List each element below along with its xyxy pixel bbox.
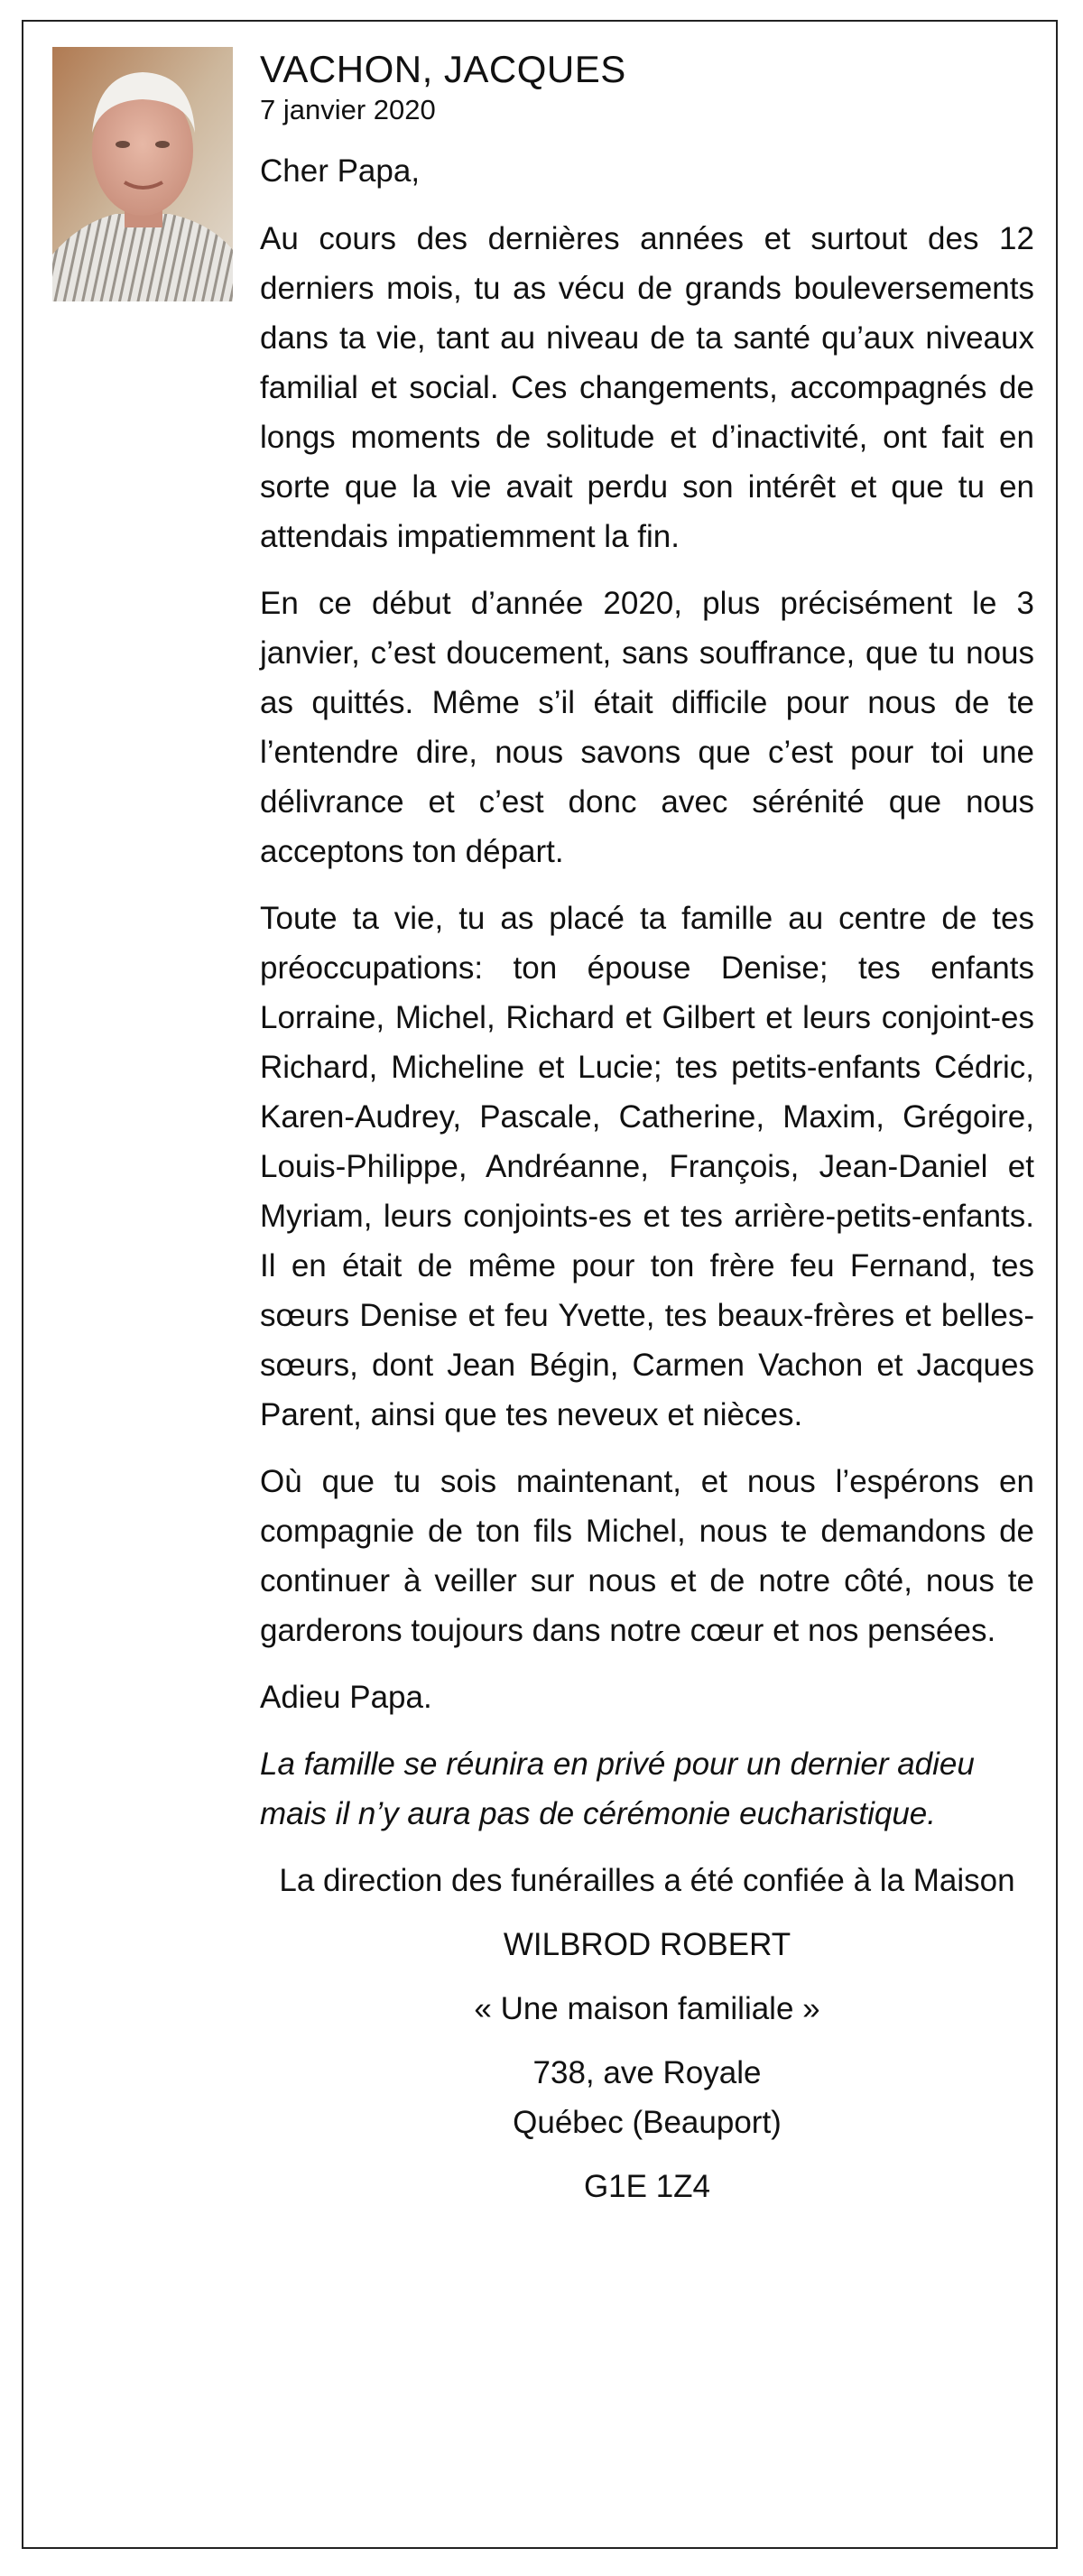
greeting: Cher Papa, [260,153,421,189]
portrait-image [52,47,233,301]
farewell: Adieu Papa. [260,1680,432,1715]
paragraph-3: Toute ta vie, tu as placé ta famille au centre de tes préoccupations: ton épouse Denise; tes enfants Lorraine, Michel, Richard et Gilbert et leurs conjoint-es Richard, Micheline et Lucie; tes petits-enfants Cédric, Karen-Audrey, Pascale, Catherine, Maxim, Grégoire, Louis-Philippe, Andréanne, François, Jean-Daniel et Myriam, leurs conjoints-es et tes arrière-petits-enfants. Il en était de même pour ton frère feu Fernand, tes sœurs Denise et feu Yvette, tes beaux-frères et belles-sœurs, dont Jean Bégin, Carmen Vachon et Jacques Parent, ainsi que tes neveux et nièces. [260,901,1034,1432]
funeral-intro: La direction des funérailles a été confiée à la Maison [279,1863,1015,1898]
portrait-photo [52,47,233,301]
funeral-home-info [260,1856,1034,2211]
paragraph-1: Au cours des dernières années et surtout des 12 derniers mois, tu as vécu de grands bouleversements dans ta vie, tant au niveau de ta santé qu’aux niveaux familial et social. Ces changements, accompagnés de longs moments de solitude et d’inactivité, ont fait en sorte que la vie avait perdu son intérêt et que tu en attendais impatiemment la fin. [260,221,1034,554]
deceased-name: VACHON, JACQUES [260,48,626,90]
paragraph-2: En ce début d’année 2020, plus précisément le 3 janvier, c’est doucement, sans souffrance, que tu nous as quittés. Même s’il était difficile pour nous de te l’entendre dire, nous savons que c’est pour toi une délivrance et c’est donc avec sérénité que nous acceptons ton départ. [260,586,1034,869]
paragraph-4: Où que tu sois maintenant, et nous l’espérons en compagnie de ton fils Michel, nous te demandons de continuer à veiller sur nous et de notre côté, nous te garderons toujours dans notre cœur et nos pensées. [260,1464,1034,1648]
postal-code: G1E 1Z4 [583,2169,711,2204]
address-line-2: Québec (Beauport) [513,2105,782,2140]
address-line-1: 738, ave Royale [532,2055,762,2090]
funeral-home-slogan: « Une maison familiale » [474,1991,820,2026]
funeral-home-name: WILBROD ROBERT [503,1927,791,1962]
obituary-date: 7 janvier 2020 [260,94,436,125]
obituary-content [260,47,1034,2226]
ceremony-note: La famille se réunira en privé pour un dernier adieu mais il n’y aura pas de cérémonie eucharistique. [260,1747,975,1831]
